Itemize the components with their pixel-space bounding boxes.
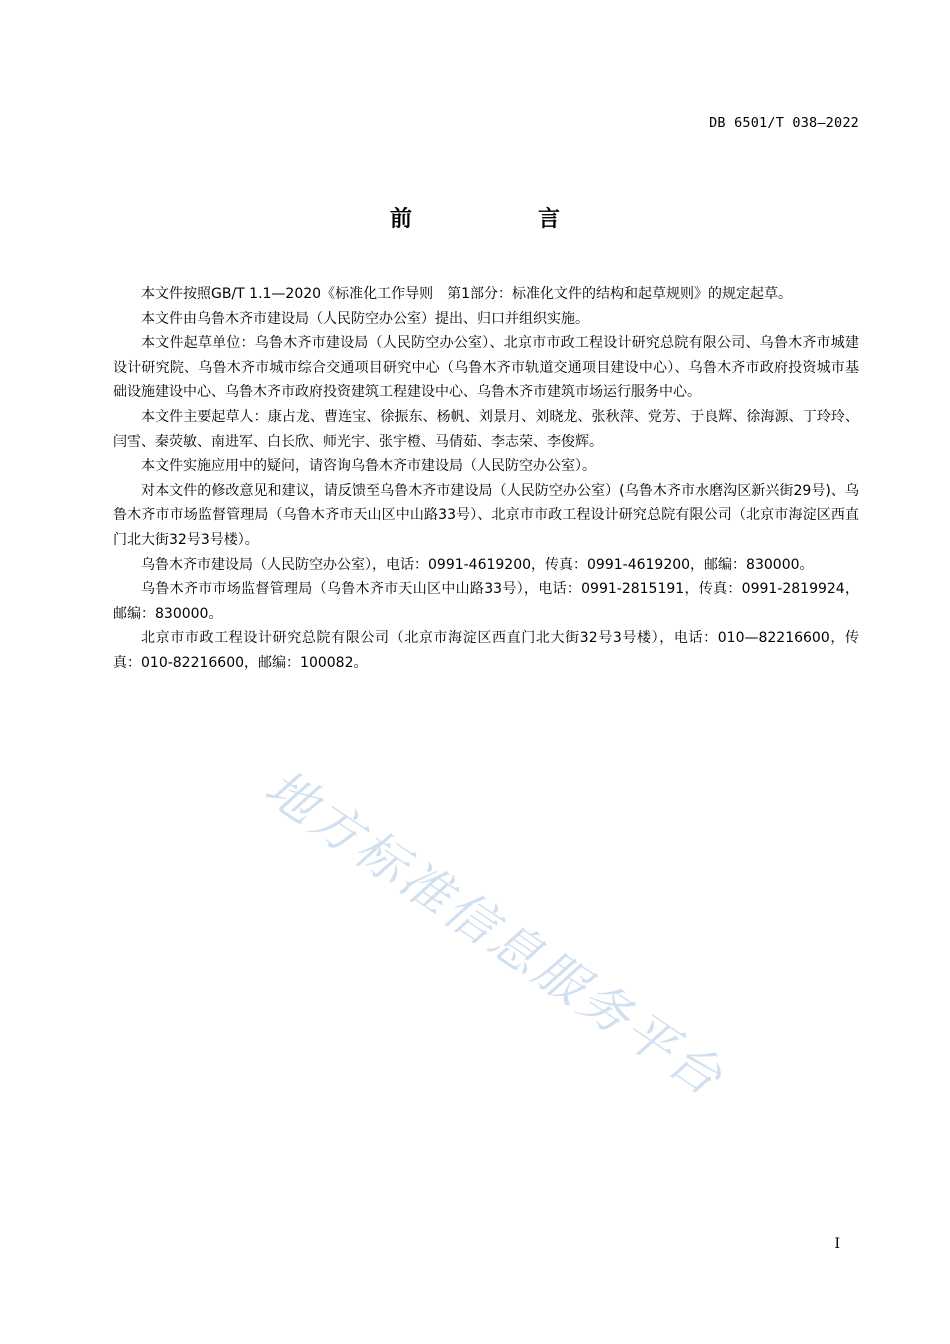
paragraph-contact-construction-bureau: 乌鲁木齐市建设局（人民防空办公室），电话：0991-4619200，传真：0991-4619200，邮编：830000。 <box>141 556 814 573</box>
foreword-body <box>113 282 859 676</box>
paragraph-contact-beijing-institute: 北京市市政工程设计研究总院有限公司（北京市海淀区西直门北大街32号3号楼），电话：010—82216600，传真：010-82216600，邮编：100082。 <box>113 630 859 671</box>
paragraph-feedback: 对本文件的修改意见和建议，请反馈至乌鲁木齐市建设局（人民防空办公室）(乌鲁木齐市水磨沟区新兴街29号)、乌鲁木齐市市场监督管理局（乌鲁木齐市天山区中山路33号）、北京市市政工程设计研究总院有限公司（北京市海淀区西直门北大街32号3号楼）。 <box>113 482 859 548</box>
paragraph-contact-market-bureau: 乌鲁木齐市市场监督管理局（乌鲁木齐市天山区中山路33号），电话：0991-2815191，传真：0991-2819924，邮编：830000。 <box>113 581 859 622</box>
standard-code: DB 6501/T 038—2022 <box>709 115 859 131</box>
paragraph-drafting-basis: 本文件按照GB/T 1.1—2020《标准化工作导则 第1部分：标准化文件的结构和起草规则》的规定起草。 <box>141 286 792 302</box>
watermark: 地方标准信息服务平台 <box>254 758 735 1109</box>
paragraph-drafting-units: 本文件起草单位：乌鲁木齐市建设局（人民防空办公室）、北京市市政工程设计研究总院有限公司、乌鲁木齐市城建设计研究院、乌鲁木齐市城市综合交通项目研究中心（乌鲁木齐市轨道交通项目建设中心）、乌鲁木齐市政府投资城市基础设施建设中心、乌鲁木齐市政府投资建筑工程建设中心、乌鲁木齐市建筑市场运行服务中心。 <box>113 335 859 401</box>
paragraph-drafters: 本文件主要起草人：康占龙、曹连宝、徐振东、杨帆、刘景月、刘晓龙、张秋萍、党芳、于良辉、徐海源、丁玲玲、闫雪、秦荧敏、南进军、白长欣、师光宇、张宇橙、马倩茹、李志荣、李俊辉。 <box>113 408 859 450</box>
paragraph-inquiries: 本文件实施应用中的疑问，请咨询乌鲁木齐市建设局（人民防空办公室）。 <box>141 458 596 475</box>
paragraph-proposer: 本文件由乌鲁木齐市建设局（人民防空办公室）提出、归口并组织实施。 <box>141 310 589 327</box>
page-title: 前 言 <box>389 207 612 232</box>
page-number: I <box>834 1236 840 1252</box>
